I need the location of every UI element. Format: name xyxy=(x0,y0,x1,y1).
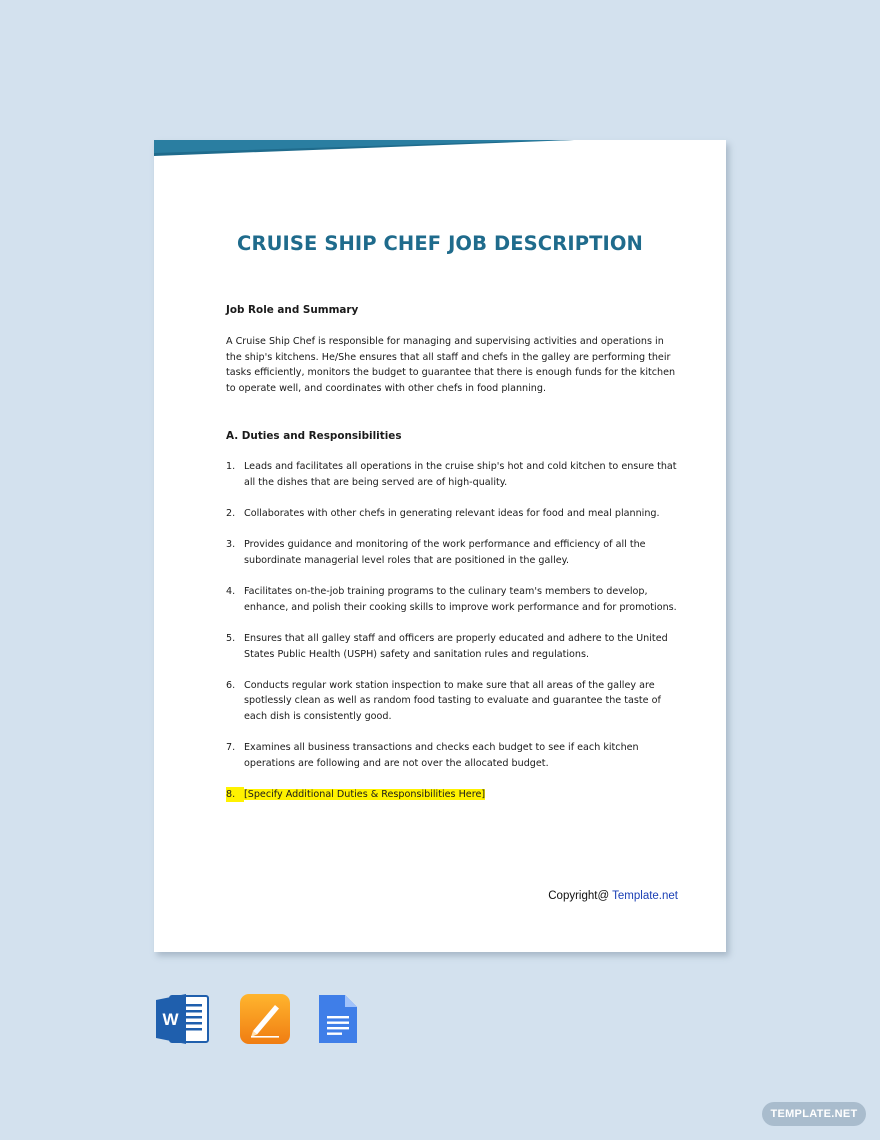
duty-number: 5. xyxy=(226,632,236,644)
duty-item xyxy=(226,506,681,522)
duty-text: Examines all business transactions and checks each budget to see if each kitchen operations are following and are not over the allocated budget. xyxy=(244,742,639,769)
document-body xyxy=(226,303,681,818)
duty-placeholder-text: [Specify Additional Duties & Responsibilities Here] xyxy=(244,788,486,800)
duty-item xyxy=(226,631,681,662)
header-band xyxy=(154,140,726,156)
copyright-prefix: Copyright@ xyxy=(548,890,613,902)
duty-number: 4. xyxy=(226,586,236,598)
summary-paragraph: A Cruise Ship Chef is responsible for managing and supervising activities and operations in the ship's kitchens. He/She ensures that all staff and chefs in the galley are performing their tasks efficiently, monitors the budget to guarantee that there is enough funds for the kitchen to operate well, and coordinates with other chefs in food planning. xyxy=(226,336,676,394)
duty-text: Ensures that all galley staff and officers are properly educated and adhere to the United States Public Health (USPH) safety and sanitation rules and regulations. xyxy=(244,632,668,660)
google-docs-icon[interactable] xyxy=(317,993,359,1045)
duty-item-placeholder xyxy=(226,787,681,803)
duty-number: 1. xyxy=(226,461,236,473)
copyright-link[interactable]: Template.net xyxy=(612,890,678,902)
svg-text:W: W xyxy=(162,1010,179,1029)
duty-item xyxy=(226,740,681,771)
microsoft-word-icon[interactable] xyxy=(156,993,210,1045)
duty-number: 7. xyxy=(226,742,236,754)
duties-list xyxy=(226,459,681,802)
duty-item xyxy=(226,537,681,568)
duty-number: 8. xyxy=(226,787,244,803)
duty-item xyxy=(226,584,681,615)
duty-text: Provides guidance and monitoring of the work performance and efficiency of all the subordinate managerial level roles that are positioned in the galley. xyxy=(244,539,646,566)
duty-text: Facilitates on-the-job training programs to the culinary team's members to develop, enhance, and polish their cooking skills to improve work performance and for promotions. xyxy=(244,586,677,613)
duty-number: 3. xyxy=(226,539,236,551)
duties-heading: A. Duties and Responsibilities xyxy=(226,430,402,443)
duty-item xyxy=(226,459,681,490)
copyright-line xyxy=(548,890,678,902)
summary-heading: Job Role and Summary xyxy=(226,304,359,316)
duty-number: 6. xyxy=(226,679,236,691)
document-title: CRUISE SHIP CHEF JOB DESCRIPTION xyxy=(237,232,643,255)
duty-number: 2. xyxy=(226,508,236,520)
duty-item xyxy=(226,678,681,725)
duty-text: Leads and facilitates all operations in the cruise ship's hot and cold kitchen to ensure that all the dishes that are being served are of high-quality. xyxy=(244,461,677,488)
apple-pages-icon[interactable] xyxy=(239,993,291,1045)
duty-text: Conducts regular work station inspection to make sure that all areas of the galley are spotlessly clean as well as random food tasting to evaluate and guarantee the taste of each dish is consistently good. xyxy=(244,679,661,722)
template-net-badge[interactable]: TEMPLATE.NET xyxy=(762,1102,866,1126)
document-page xyxy=(154,140,726,952)
duty-text: Collaborates with other chefs in generating relevant ideas for food and meal planning. xyxy=(244,508,660,520)
